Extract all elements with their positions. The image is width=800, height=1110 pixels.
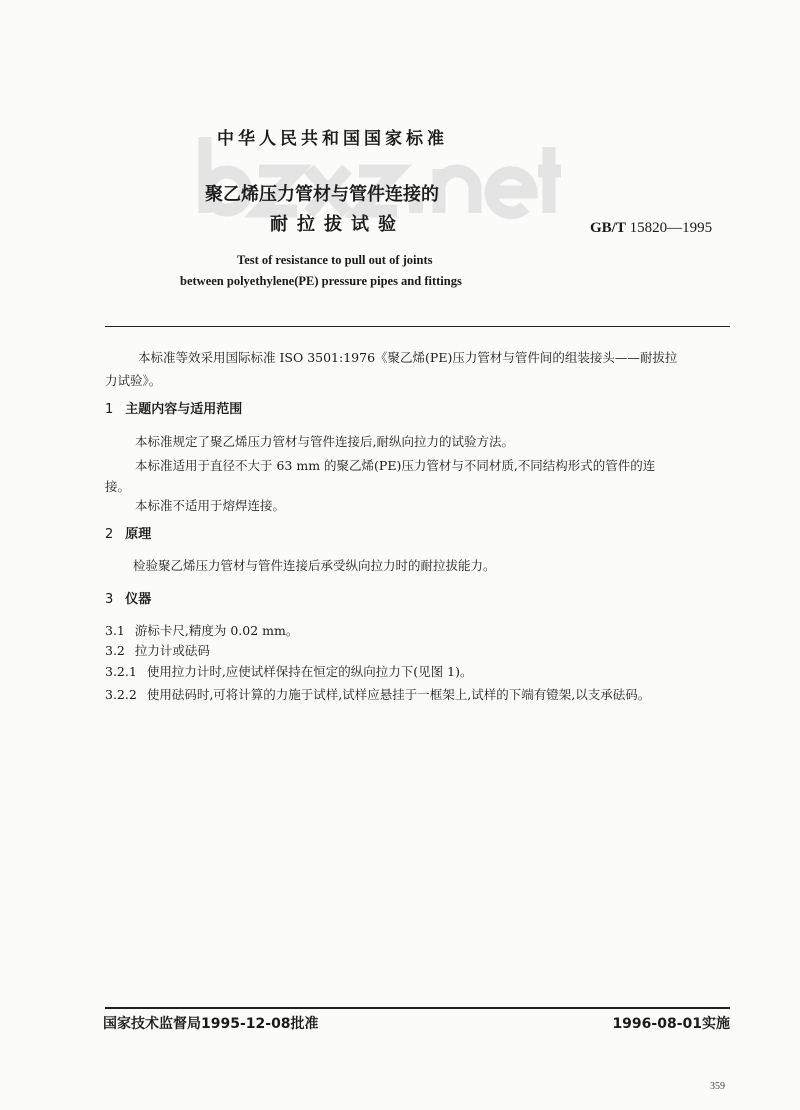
section-1-heading — [105, 402, 242, 418]
header-divider — [105, 326, 730, 327]
clause-number: 3.2 — [105, 643, 125, 658]
clause-text: 游标卡尺,精度为 0.02 mm。 — [134, 623, 299, 638]
footer-divider — [105, 1007, 730, 1009]
clause-3-2-2 — [105, 687, 650, 702]
clause-number: 3.2.2 — [105, 687, 137, 702]
clause-3-2-1 — [105, 664, 472, 679]
section-title: 仪器 — [125, 592, 152, 607]
section-title: 主题内容与适用范围 — [125, 402, 243, 417]
clause-3-2 — [105, 643, 210, 658]
implementation-date: 1996-08-01实施 — [612, 1016, 730, 1032]
section-number: 3 — [105, 592, 114, 607]
paragraph: 本标准规定了聚乙烯压力管材与管件连接后,耐纵向拉力的试验方法。 — [135, 434, 514, 449]
title-en-line1: Test of resistance to pull out of joints — [237, 253, 433, 267]
paragraph: 本标准不适用于熔焊连接。 — [135, 498, 286, 513]
standard-code: 15820—1995 — [629, 220, 713, 236]
standard-number — [590, 219, 712, 237]
clause-text: 使用拉力计时,应使试样保持在恒定的纵向拉力下(见图 1)。 — [146, 664, 473, 679]
paragraph: 检验聚乙烯压力管材与管件连接后承受纵向拉力时的耐拉拔能力。 — [133, 558, 496, 573]
section-3-heading — [105, 592, 151, 608]
paragraph: 本标准适用于直径不大于 63 mm 的聚乙烯(PE)压力管材与不同材质,不同结构形式的管件的连 — [135, 458, 656, 473]
clause-number: 3.1 — [105, 623, 125, 638]
intro-line1: 本标准等效采用国际标准 ISO 3501:1976《聚乙烯(PE)压力管材与管件间的组装接头——耐拔拉 — [138, 350, 678, 365]
approval-date: 国家技术监督局1995-12-08批准 — [103, 1016, 319, 1032]
section-number: 2 — [105, 527, 114, 542]
section-title: 原理 — [125, 527, 152, 542]
title-cn-line2: 耐拉拔试验 — [270, 214, 405, 235]
standard-type-heading: 中华人民共和国国家标准 — [217, 129, 448, 149]
standard-prefix: GB/T — [590, 220, 626, 236]
title-en-line2: between polyethylene(PE) pressure pipes and fittings — [180, 274, 462, 288]
section-2-heading — [105, 527, 151, 543]
clause-text: 拉力计或砝码 — [134, 643, 210, 658]
clause-number: 3.2.1 — [105, 664, 137, 679]
clause-text: 使用砝码时,可将计算的力施于试样,试样应悬挂于一框架上,试样的下端有镫架,以支承砝码。 — [146, 687, 651, 702]
title-cn-line1: 聚乙烯压力管材与管件连接的 — [205, 184, 439, 205]
intro-line2: 力试验》。 — [105, 373, 162, 388]
page-number: 359 — [710, 1081, 725, 1092]
paragraph: 接。 — [105, 479, 131, 494]
clause-3-1 — [105, 623, 298, 638]
section-number: 1 — [105, 402, 114, 417]
